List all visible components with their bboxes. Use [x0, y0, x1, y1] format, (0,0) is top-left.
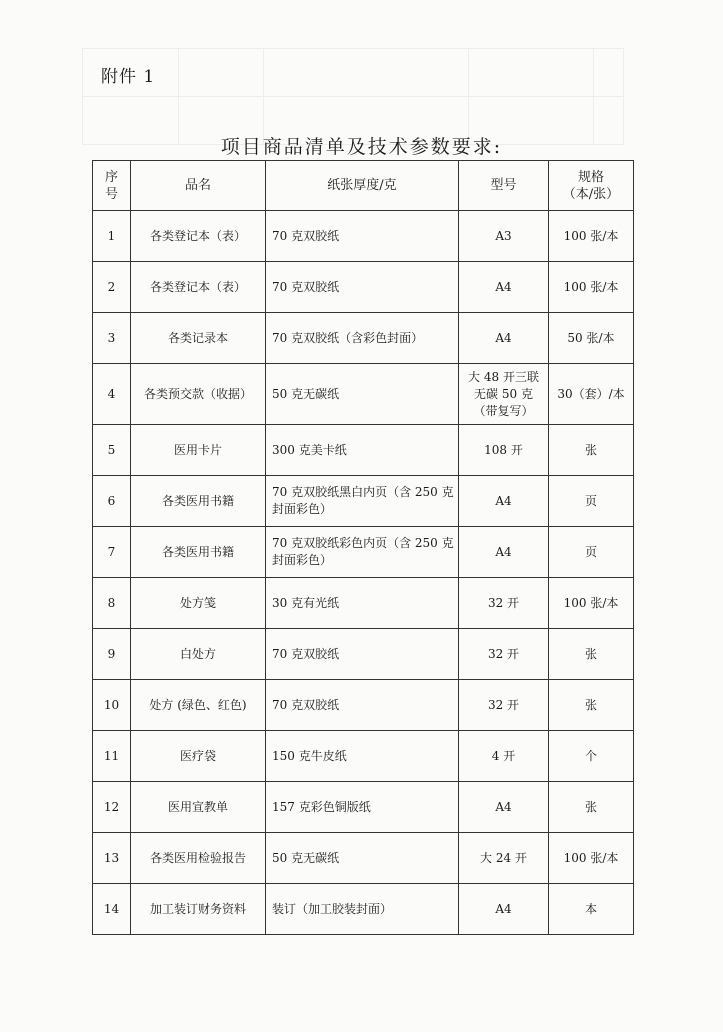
- cell-name: 处方笺: [131, 578, 266, 629]
- cell-model: 32 开: [459, 629, 549, 680]
- table-row: [93, 527, 634, 578]
- cell-no: 2: [93, 262, 131, 313]
- document-title: 项目商品清单及技术参数要求:: [220, 136, 503, 158]
- header-name: 品名: [131, 161, 266, 211]
- cell-model: 4 开: [459, 731, 549, 782]
- cell-name: 医用卡片: [131, 425, 266, 476]
- table-row: [93, 262, 634, 313]
- table-header-row: [93, 161, 634, 211]
- cell-no: 9: [93, 629, 131, 680]
- table-row: [93, 364, 634, 425]
- cell-no: 5: [93, 425, 131, 476]
- cell-spec: 张: [549, 782, 634, 833]
- cell-no: 11: [93, 731, 131, 782]
- cell-spec: 个: [549, 731, 634, 782]
- cell-no: 1: [93, 211, 131, 262]
- header-paper: 纸张厚度/克: [266, 161, 459, 211]
- cell-name: 各类医用检验报告: [131, 833, 266, 884]
- cell-paper: 70 克双胶纸黑白内页（含 250 克封面彩色）: [266, 476, 459, 527]
- cell-no: 6: [93, 476, 131, 527]
- cell-no: 13: [93, 833, 131, 884]
- cell-model: A3: [459, 211, 549, 262]
- cell-no: 7: [93, 527, 131, 578]
- cell-name: 白处方: [131, 629, 266, 680]
- cell-name: 医用宣教单: [131, 782, 266, 833]
- cell-spec: 100 张/本: [549, 578, 634, 629]
- cell-model: 大 48 开三联无碳 50 克（带复写）: [459, 364, 549, 425]
- cell-name: 医疗袋: [131, 731, 266, 782]
- table-row: [93, 313, 634, 364]
- cell-spec: 50 张/本: [549, 313, 634, 364]
- cell-paper: 50 克无碳纸: [266, 833, 459, 884]
- cell-model: A4: [459, 262, 549, 313]
- header-spec: 规格 （本/张）: [549, 161, 634, 211]
- cell-spec: 100 张/本: [549, 211, 634, 262]
- table-row: [93, 578, 634, 629]
- product-table: [92, 160, 634, 935]
- cell-spec: 本: [549, 884, 634, 935]
- cell-name: 各类医用书籍: [131, 476, 266, 527]
- table-row: [93, 680, 634, 731]
- cell-paper: 70 克双胶纸（含彩色封面）: [266, 313, 459, 364]
- cell-paper: 70 克双胶纸: [266, 262, 459, 313]
- cell-spec: 张: [549, 629, 634, 680]
- cell-model: A4: [459, 476, 549, 527]
- cell-model: 32 开: [459, 578, 549, 629]
- cell-paper: 70 克双胶纸: [266, 211, 459, 262]
- cell-spec: 张: [549, 680, 634, 731]
- cell-name: 各类记录本: [131, 313, 266, 364]
- cell-model: 32 开: [459, 680, 549, 731]
- cell-spec: 100 张/本: [549, 833, 634, 884]
- cell-model: A4: [459, 782, 549, 833]
- cell-name: 加工装订财务资料: [131, 884, 266, 935]
- cell-paper: 50 克无碳纸: [266, 364, 459, 425]
- cell-no: 10: [93, 680, 131, 731]
- table-row: [93, 731, 634, 782]
- cell-paper: 装订（加工胶装封面）: [266, 884, 459, 935]
- cell-model: A4: [459, 527, 549, 578]
- cell-name: 处方 (绿色、红色): [131, 680, 266, 731]
- cell-no: 3: [93, 313, 131, 364]
- table-row: [93, 884, 634, 935]
- table-row: [93, 211, 634, 262]
- cell-spec: 100 张/本: [549, 262, 634, 313]
- table-row: [93, 782, 634, 833]
- cell-no: 12: [93, 782, 131, 833]
- cell-paper: 70 克双胶纸: [266, 629, 459, 680]
- cell-spec: 页: [549, 527, 634, 578]
- cell-name: 各类预交款（收据）: [131, 364, 266, 425]
- cell-paper: 300 克美卡纸: [266, 425, 459, 476]
- cell-spec: 30（套）/本: [549, 364, 634, 425]
- table-body: [93, 211, 634, 935]
- cell-paper: 157 克彩色铜版纸: [266, 782, 459, 833]
- cell-model: A4: [459, 313, 549, 364]
- table-row: [93, 629, 634, 680]
- cell-paper: 30 克有光纸: [266, 578, 459, 629]
- cell-paper: 70 克双胶纸彩色内页（含 250 克封面彩色）: [266, 527, 459, 578]
- cell-paper: 150 克牛皮纸: [266, 731, 459, 782]
- table-row: [93, 833, 634, 884]
- cell-name: 各类登记本（表）: [131, 211, 266, 262]
- header-model: 型号: [459, 161, 549, 211]
- cell-model: 大 24 开: [459, 833, 549, 884]
- cell-model: 108 开: [459, 425, 549, 476]
- cell-no: 4: [93, 364, 131, 425]
- attachment-label: 附件 1: [101, 67, 156, 87]
- cell-spec: 页: [549, 476, 634, 527]
- cell-name: 各类登记本（表）: [131, 262, 266, 313]
- cell-paper: 70 克双胶纸: [266, 680, 459, 731]
- cell-spec: 张: [549, 425, 634, 476]
- cell-model: A4: [459, 884, 549, 935]
- header-no: 序 号: [93, 161, 131, 211]
- table-row: [93, 476, 634, 527]
- cell-no: 8: [93, 578, 131, 629]
- cell-name: 各类医用书籍: [131, 527, 266, 578]
- cell-no: 14: [93, 884, 131, 935]
- table-row: [93, 425, 634, 476]
- bleed-through-table: [82, 48, 624, 145]
